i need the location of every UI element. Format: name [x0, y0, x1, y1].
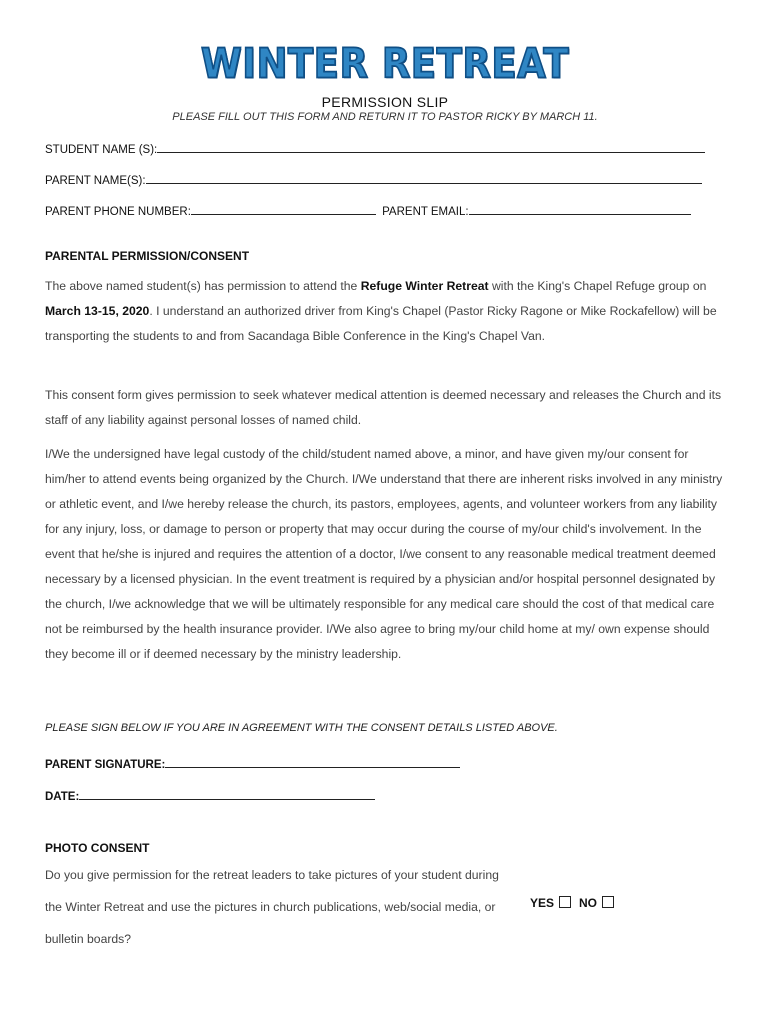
- event-dates: March 13-15, 2020: [45, 304, 150, 318]
- consent-p1-text-c: . I understand an authorized driver from King's Chapel (Pastor Ricky Ragone or Mike Rockafellow) will be transporting the students to and from Sacandaga Bible Conference in the King's Chapel Van.: [45, 304, 717, 343]
- consent-p1-text-a: The above named student(s) has permission to attend the: [45, 279, 361, 293]
- student-name-line[interactable]: [157, 141, 705, 153]
- photo-consent-options: [530, 896, 622, 910]
- consent-paragraph-3: I/We the undersigned have legal custody of the child/student named above, a minor, and have given my/our consent for him/her to attend events being organized by the Church. I/We understand that there are inherent risks involved in any ministry or athletic event, and I/we hereby release the church, its pastors, employees, agents, and volunteer workers from any liability for any injury, loss, or damage to person or property that may occur during the course of my/our child's involvement. In the event that he/she is injured and requires the attention of a doctor, I/we consent to any reasonable medical treatment deemed necessary by a licensed physician. In the event treatment is required by a physician and/or hospital personnel designated by the church, I/we acknowledge that we will be ultimately responsible for any medical care should the cost of that medical care not be reimbursed by the health insurance provider. I/We also agree to bring my/our child home at my/ own expense should they become ill or if deemed necessary by the ministry leadership.: [45, 447, 723, 661]
- banner-title: WINTER RETREAT: [200, 39, 570, 88]
- parent-email-line[interactable]: [469, 203, 691, 215]
- instructions-text: PLEASE FILL OUT THIS FORM AND RETURN IT TO PASTOR RICKY BY MARCH 11.: [172, 111, 598, 123]
- date-line[interactable]: [79, 788, 375, 800]
- parent-name-field[interactable]: [45, 172, 702, 187]
- parent-phone-line[interactable]: [191, 203, 376, 215]
- yes-label: YES: [530, 896, 555, 910]
- page-title: PERMISSION SLIP: [321, 94, 449, 110]
- signature-line[interactable]: [165, 756, 460, 768]
- date-field[interactable]: [45, 788, 375, 803]
- event-name: Refuge Winter Retreat: [360, 279, 489, 293]
- parent-signature-field[interactable]: [45, 756, 460, 771]
- parent-phone-field[interactable]: [45, 203, 691, 218]
- consent-p1-text-b: with the King's Chapel Refuge group on: [488, 279, 707, 293]
- consent-paragraph-2: This consent form gives permission to seek whatever medical attention is deemed necessary and releases the Church and its staff of any liability against personal losses of named child.: [45, 388, 722, 427]
- winter-retreat-banner: [0, 39, 770, 88]
- photo-consent-text: [45, 859, 515, 955]
- parent-email-label: PARENT EMAIL:: [382, 206, 469, 218]
- consent-heading: PARENTAL PERMISSION/CONSENT: [45, 249, 250, 263]
- consent-paragraph-1: [45, 274, 729, 349]
- photo-question: Do you give permission for the retreat leaders to take pictures of your student during the Winter Retreat and use the pictures in church publications, web/social media, or bulletin boards?: [45, 868, 499, 946]
- signature-label: PARENT SIGNATURE:: [45, 759, 166, 771]
- student-name-field[interactable]: [45, 141, 705, 156]
- no-checkbox[interactable]: [602, 896, 614, 908]
- sign-instruction: PLEASE SIGN BELOW IF YOU ARE IN AGREEMENT WITH THE CONSENT DETAILS LISTED ABOVE.: [45, 722, 558, 734]
- no-label: NO: [579, 896, 598, 910]
- parent-phone-label: PARENT PHONE NUMBER:: [45, 206, 191, 218]
- date-label: DATE:: [45, 791, 80, 803]
- parent-name-line[interactable]: [146, 172, 702, 184]
- student-name-label: STUDENT NAME (S):: [45, 144, 158, 156]
- photo-consent-heading: PHOTO CONSENT: [45, 841, 150, 855]
- yes-checkbox[interactable]: [559, 896, 571, 908]
- parent-name-label: PARENT NAME(S):: [45, 175, 146, 187]
